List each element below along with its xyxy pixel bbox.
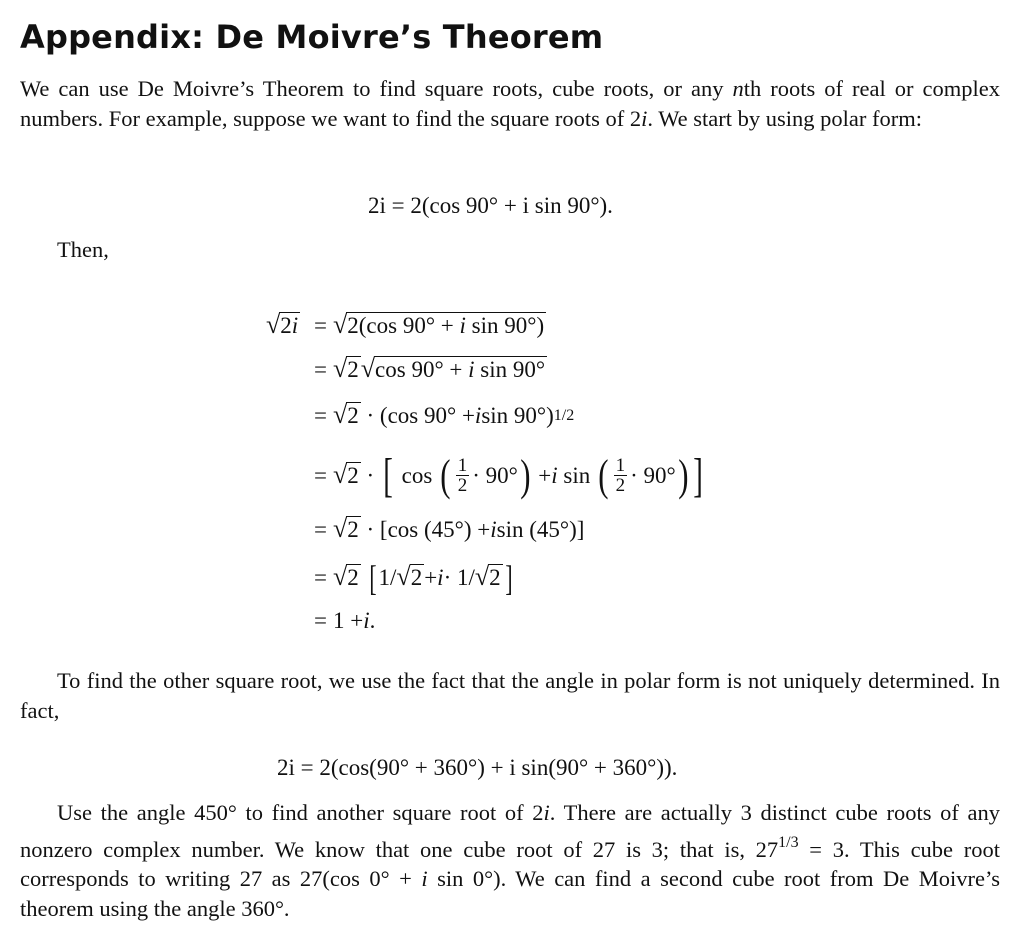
derivation-row-3: = √ 2 · (cos 90° + i sin 90°) 1/2 [314, 400, 575, 429]
derivation-row-2: = √ 2 √ cos 90° + i sin 90° [314, 354, 546, 383]
derivation-row-5: = √ 2 · [cos (45°) + i sin (45°)] [314, 514, 585, 543]
para3-text-b: . There are actually 3 distinct cube roots of any nonzero complex number. We know that one cube root of 27 is 3; that is, 27 [20, 800, 1000, 862]
derivation-row-4: = √ 2 · [ cos ( $\frac{1}{2}$ · 90° ) + i sin ( $\frac{1}{2}$ · 90° ) ] [314, 449, 704, 502]
intro-paragraph [20, 74, 1000, 133]
page-title: Appendix: De Moivre’s Theorem [20, 18, 604, 56]
para3-i2: i [421, 866, 428, 891]
para3-text-a: Use the angle 450° to find another square root of 2 [57, 800, 544, 825]
para3-i: i [543, 800, 550, 825]
intro-i: i [641, 105, 648, 131]
cube-roots-paragraph [20, 798, 1000, 923]
intro-text-a: We can use De Moivre’s Theorem to find square roots, cube roots, or any [20, 76, 733, 101]
derivation-row-6: = √ 2 [ 1/ √ 2 + i · 1/ √ 2 ] [314, 558, 513, 598]
other-root-paragraph: To find the other square root, we use the fact that the angle in polar form is not uniquely determined. In fact, [20, 668, 1000, 723]
then-label: Then, [57, 237, 109, 262]
para3-text-d: sin 0°). We can find a second cube root from De Moivre’s theorem using the angle 360°. [20, 866, 1000, 921]
intro-text-b: th roots of real or complex numbers. For example, suppose we want to find the square roots of 2 [20, 76, 1001, 131]
equation-polar-form: 2i = 2(cos 90° + i sin 90°). [368, 193, 613, 218]
derivation-lhs: √ 2i [266, 310, 299, 339]
intro-text-c: . We start by using polar form: [647, 105, 922, 131]
derivation-row-1: √ 2i = √ 2(cos 90° + i sin 90°) [266, 310, 545, 339]
intro-n: n [732, 76, 744, 101]
para3-text-c: = 3. This cube root corresponds to writing 27 as 27(cos 0° + [20, 836, 1000, 891]
derivation-row-7: = 1 + i . [314, 608, 376, 633]
exponent-one-third: 1/3 [778, 833, 799, 851]
equation-coterminal: 2i = 2(cos(90° + 360°) + i sin(90° + 360°)). [277, 755, 678, 780]
